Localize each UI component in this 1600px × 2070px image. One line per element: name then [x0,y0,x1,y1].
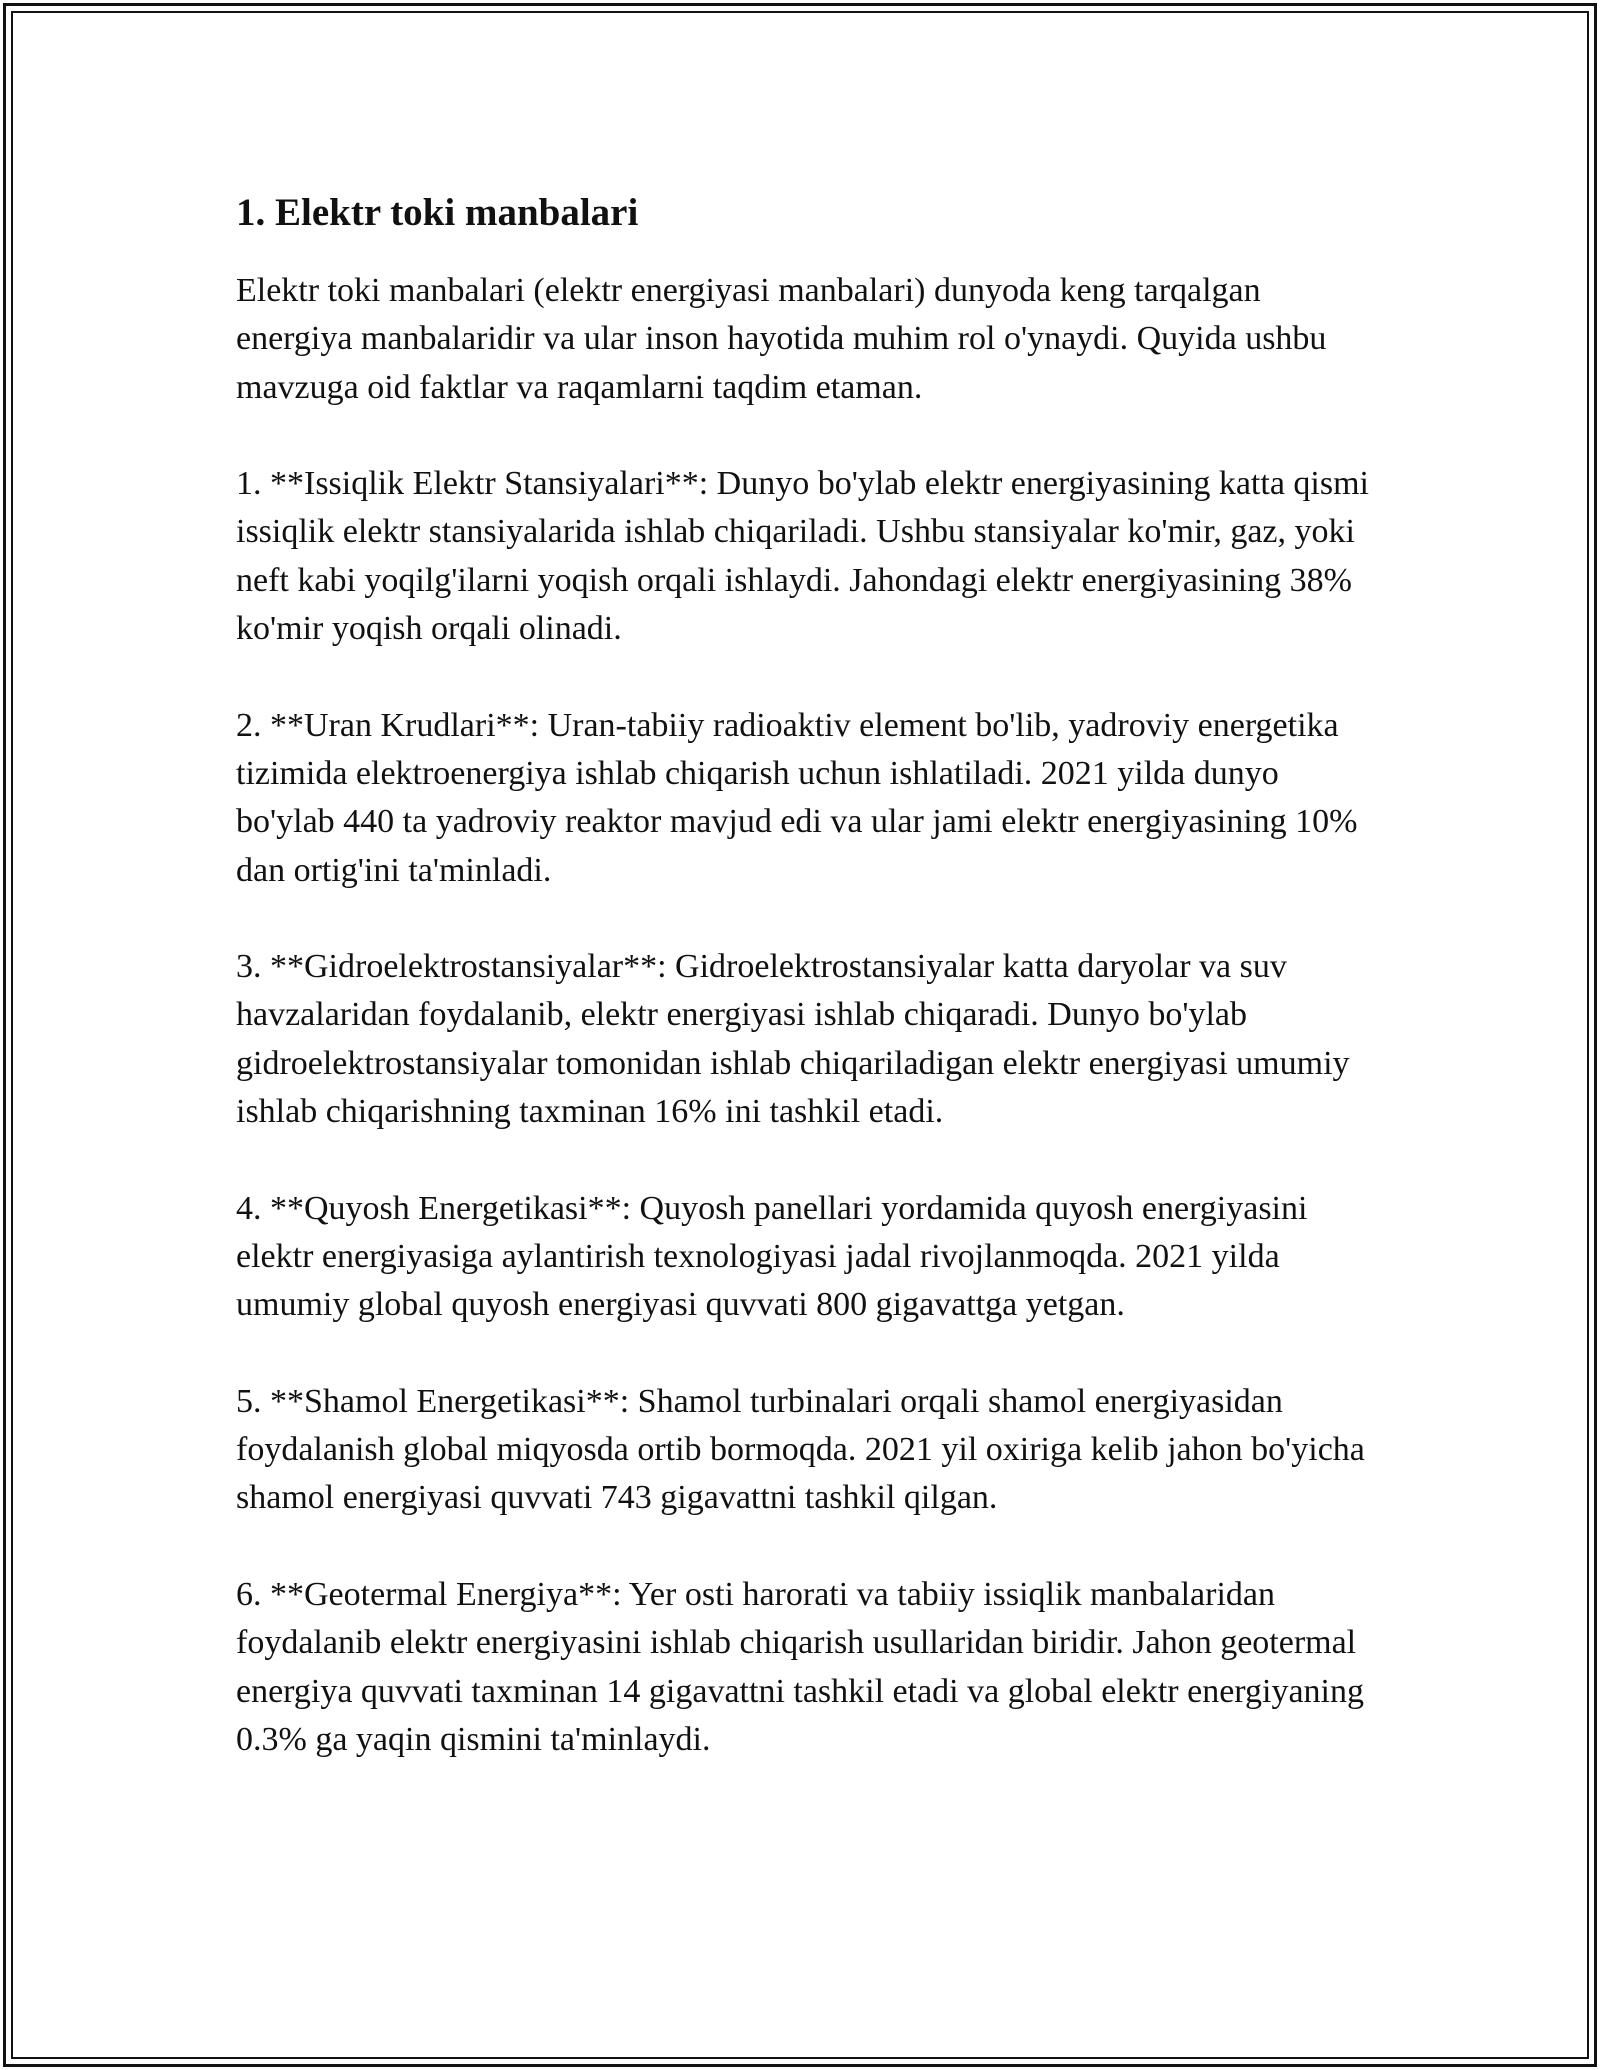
document-body [236,185,1376,1764]
list-item-geothermal: 6. **Geotermal Energiya**: Yer osti harorati va tabiiy issiqlik manbalaridan foydalanib elektr energiyasini ishlab chiqarish usullaridan biridir. Jahon geotermal energiya quvvati taxminan 14 gigavattni tashkil etadi va global elektr energiyaning 0.3% ga yaqin qismini ta'minlaydi. [236,1576,1364,1758]
list-item-uranium: 2. **Uran Krudlari**: Uran-tabiiy radioaktiv element bo'lib, yadroviy energetika tizimida elektroenergiya ishlab chiqarish uchun ishlatiladi. 2021 yilda dunyo bo'ylab 440 ta yadroviy reaktor mavjud edi va ular jami elektr energiyasining 10% dan ortig'ini ta'minladi. [236,706,1358,889]
list-item-solar: 4. **Quyosh Energetikasi**: Quyosh panellari yordamida quyosh energiyasini elektr energiyasiga aylantirish texnologiyasi jadal rivojlanmoqda. 2021 yilda umumiy global quyosh energiyasi quvvati 800 gigavattga yetgan. [236,1189,1308,1324]
document-title: 1. Elektr toki manbalari [236,191,639,234]
list-item-wind: 5. **Shamol Energetikasi**: Shamol turbinalari orqali shamol energiyasidan foydalanish global miqyosda ortib bormoqda. 2021 yil oxiriga kelib jahon bo'yicha shamol energiyasi quvvati 743 gigavattni tashkil qilgan. [236,1382,1365,1517]
intro-paragraph: Elektr toki manbalari (elektr energiyasi manbalari) dunyoda keng tarqalgan energiya manbalaridir va ular inson hayotida muhim rol o'ynaydi. Quyida ushbu mavzuga oid faktlar va raqamlarni taqdim etaman. [236,272,1327,406]
list-item-thermal: 1. **Issiqlik Elektr Stansiyalari**: Dunyo bo'ylab elektr energiyasining katta qismi issiqlik elektr stansiyalarida ishlab chiqariladi. Ushbu stansiyalar ko'mir, gaz, yoki neft kabi yoqilg'ilarni yoqish orqali ishlaydi. Jahondagi elektr energiyasining 38% ko'mir yoqish orqali olinadi. [236,465,1369,648]
list-item-hydro: 3. **Gidroelektrostansiyalar**: Gidroelektrostansiyalar katta daryolar va suv havzalaridan foydalanib, elektr energiyasi ishlab chiqaradi. Dunyo bo'ylab gidroelektrostansiyalar tomonidan ishlab chiqariladigan elektr energiyasi umumiy ishlab chiqarishning taxminan 16% ini tashkil etadi. [236,948,1350,1131]
